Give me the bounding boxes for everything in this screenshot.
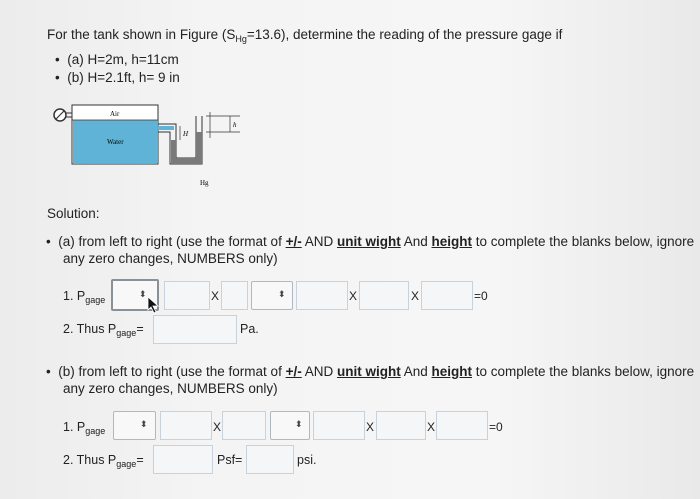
part-a-input-2[interactable] — [221, 281, 248, 310]
svg-text:H: H — [183, 130, 189, 138]
unit-psf: Psf= — [217, 453, 243, 467]
equals-zero: =0 — [474, 289, 488, 303]
unit-pa: Pa. — [240, 322, 259, 336]
multiply-sign: X — [211, 289, 220, 303]
part-a-select-2[interactable] — [251, 281, 293, 310]
part-b-input-4[interactable] — [376, 411, 426, 440]
part-b-result-psi-input[interactable] — [246, 445, 294, 474]
multiply-sign: X — [427, 420, 436, 434]
select-arrows-icon: ⬍ — [278, 289, 286, 299]
part-b-result-psf-input[interactable] — [153, 445, 213, 474]
part-a-result-input[interactable] — [153, 315, 237, 344]
equals-zero: =0 — [489, 420, 503, 434]
part-a-input-5[interactable] — [421, 281, 473, 310]
part-b-step1-label: 1. $P_{gage}$ — [63, 420, 106, 436]
multiply-sign: X — [366, 420, 375, 434]
part-a-step1-label: 1. $P_{gage}$ — [63, 289, 106, 305]
part-b-input-5[interactable] — [436, 411, 488, 440]
svg-text:Water: Water — [107, 138, 124, 146]
part-a-instructions-line2: any zero changes, NUMBERS only) — [63, 251, 278, 266]
part-b-select-2[interactable] — [270, 411, 310, 440]
multiply-sign: X — [411, 289, 420, 303]
part-a-input-1[interactable] — [164, 281, 210, 310]
multiply-sign: X — [349, 289, 358, 303]
select-arrows-icon: ⬍ — [140, 419, 148, 429]
part-a-input-4[interactable] — [359, 281, 409, 310]
part-b-select-1[interactable] — [113, 411, 156, 440]
unit-psi: psi. — [297, 453, 317, 467]
part-b-instructions-line2: any zero changes, NUMBERS only) — [63, 381, 278, 396]
problem-statement: For the tank shown in Figure $(S_{Hg}=13.6)$, determine the reading of the pressure gage if — [47, 27, 563, 44]
part-a-step2-label: 2. Thus $P_{gage}=$ — [63, 322, 144, 338]
select-arrows-icon: ⬍ — [139, 289, 147, 299]
select-arrows-icon: ⬍ — [295, 419, 303, 429]
part-a-instructions: • (a) from left to right (use the format of +/- AND unit wight And height to complete the blanks below, ignore — [46, 234, 695, 249]
part-b-instructions: • (b) from left to right (use the format of +/- AND unit wight And height to complete the blanks below, ignore — [46, 364, 695, 379]
case-a: • (a) H=2m, h=11cm — [55, 52, 179, 67]
svg-text:h: h — [233, 121, 237, 129]
mouse-cursor-icon — [147, 296, 161, 314]
tank-figure — [50, 98, 270, 193]
part-b-input-2[interactable] — [222, 411, 266, 440]
part-b-input-3[interactable] — [313, 411, 365, 440]
part-b-input-1[interactable] — [160, 411, 212, 440]
solution-label: Solution: — [47, 206, 100, 221]
part-b-step2-label: 2. Thus $P_{gage}=$ — [63, 453, 144, 469]
svg-text:Air: Air — [110, 110, 120, 118]
multiply-sign: X — [213, 420, 222, 434]
svg-text:Hg: Hg — [200, 179, 209, 187]
part-a-input-3[interactable] — [296, 281, 348, 310]
case-b: • (b) H=2.1ft, h= 9 in — [55, 70, 180, 85]
